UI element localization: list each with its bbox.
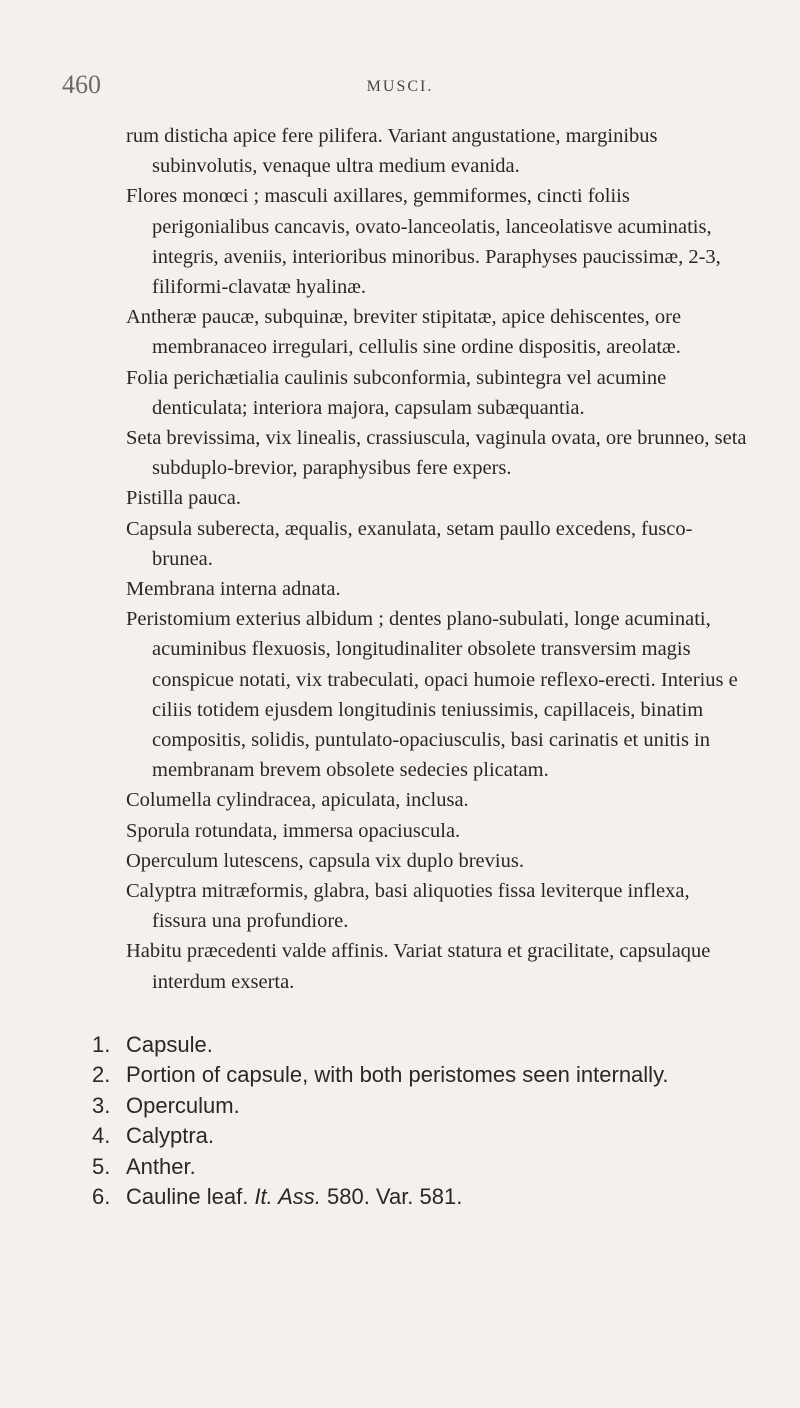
- caption-number: 5.: [92, 1153, 111, 1179]
- paragraph: Capsula suberecta, æqualis, exanulata, setam paullo excedens, fusco-brunea.: [126, 517, 693, 570]
- paragraph: Flores monœci ; masculi axillares, gemmiformes, cincti foliis perigonialibus cancavis, ovato-lanceolatis, lanceolatisve acuminatis, integris, aveniis, interioribus minoribus. Paraphyses paucissimæ, 2-3, filiformi-clavatæ hyalinæ.: [126, 185, 721, 299]
- paragraph: Habitu præcedenti valde affinis. Variat statura et gracilitate, capsulaque interdum exserta.: [126, 940, 711, 993]
- running-head: MUSCI.: [366, 78, 434, 95]
- caption-item: [92, 1121, 752, 1151]
- description-text: [126, 121, 748, 997]
- caption-item: [92, 1030, 752, 1060]
- paragraph: rum disticha apice fere pilifera. Variant angustatione, marginibus subinvolutis, venaque ultra medium evanida.: [126, 125, 658, 178]
- caption-text: Capsule.: [126, 1032, 213, 1057]
- caption-item: [92, 1060, 752, 1090]
- caption-number: 4.: [92, 1123, 111, 1149]
- caption-text: Operculum.: [126, 1092, 240, 1118]
- caption-number: 3.: [92, 1092, 111, 1118]
- paragraph: Columella cylindracea, apiculata, inclusa.: [126, 789, 469, 812]
- caption-item: [92, 1091, 752, 1121]
- caption-number: 6.: [92, 1184, 111, 1210]
- page-number: 460: [62, 70, 101, 99]
- paragraph: Operculum lutescens, capsula vix duplo brevius.: [126, 849, 524, 872]
- caption-item: [92, 1152, 752, 1182]
- caption-number: 1.: [92, 1032, 111, 1057]
- paragraph: Pistilla pauca.: [126, 487, 242, 510]
- caption-text: [126, 1182, 752, 1212]
- paragraph: Peristomium exterius albidum ; dentes plano-subulati, longe acuminati, acuminibus flexuosis, longitudinaliter obsolete transversim magis conspicue notati, vix trabeculati, opaci humoie reflexo-erecti. Interius e ciliis totidem ejusdem longitudinis teniussimis, capillaceis, binatim compositis, solidis, puntulato-opaciusculis, basi carinatis et unitis in membranam brevem obsolete sedecies plicatam.: [126, 608, 738, 782]
- figure-captions: [92, 1030, 752, 1212]
- paragraph: Antheræ paucæ, subquinæ, breviter stipitatæ, apice dehiscentes, ore membranaceo irregulari, cellulis sine ordine dispositis, areolatæ.: [126, 306, 682, 359]
- caption-number: 2.: [92, 1062, 111, 1088]
- caption-item: [92, 1182, 752, 1212]
- paragraph: Sporula rotundata, immersa opaciuscula.: [126, 819, 461, 842]
- caption-label: Cauline leaf.: [126, 1184, 249, 1210]
- reference-abbrev: It. Ass.: [254, 1184, 321, 1210]
- reference-numbers: 580. Var. 581.: [326, 1184, 463, 1210]
- caption-text: Portion of capsule, with both peristomes seen internally.: [126, 1062, 669, 1088]
- caption-text: Anther.: [126, 1153, 196, 1179]
- caption-text: Calyptra.: [126, 1123, 215, 1149]
- paragraph: Folia perichætialia caulinis subconformia, subintegra vel acumine denticulata; interiora majora, capsulam subæquantia.: [126, 366, 667, 419]
- page-header: [0, 70, 800, 110]
- paragraph: Seta brevissima, vix linealis, crassiuscula, vaginula ovata, ore brunneo, seta subduplo-brevior, paraphysibus fere expers.: [126, 427, 747, 480]
- paragraph: Membrana interna adnata.: [126, 578, 341, 601]
- paragraph: Calyptra mitræformis, glabra, basi aliquoties fissa leviterque inflexa, fissura una profundiore.: [126, 880, 690, 933]
